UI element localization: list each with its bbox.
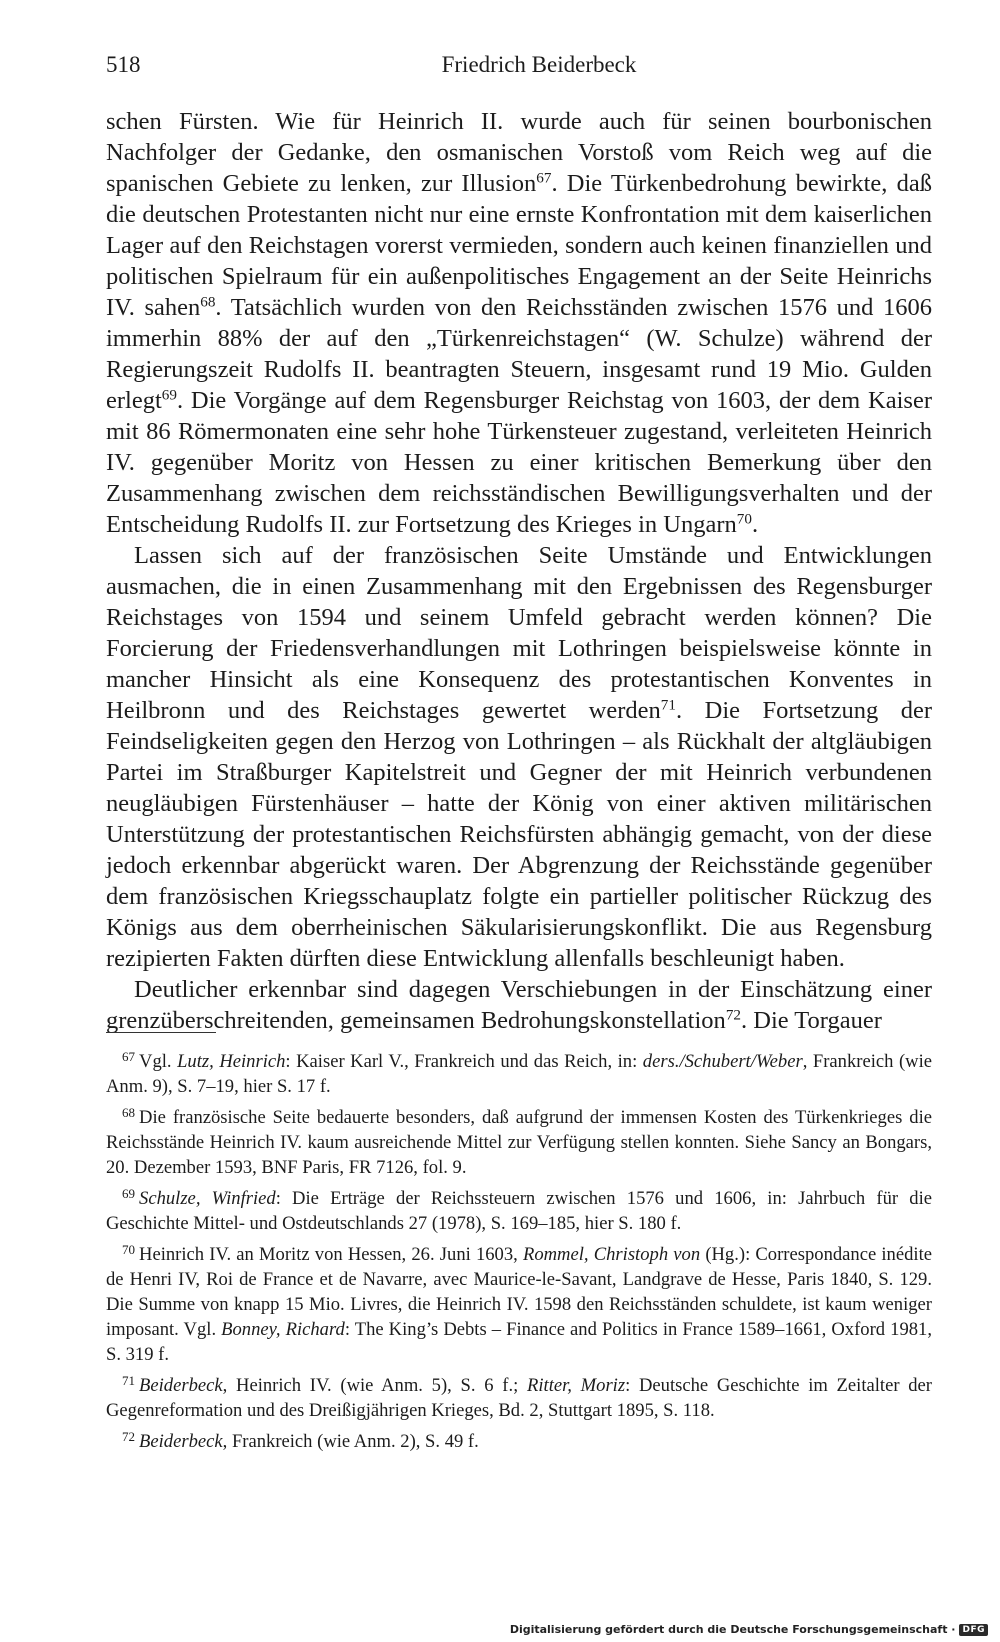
footnote-ref-68: 68 <box>200 293 216 311</box>
footnote-number: 67 <box>122 1049 136 1065</box>
footnote <box>106 1373 932 1423</box>
footnote-citation-author: Beiderbeck <box>139 1431 223 1452</box>
footnote-text: , Frankreich (wie Anm. 2), S. 49 f. <box>222 1431 479 1452</box>
footnote-ref-72: 72 <box>725 1006 741 1024</box>
digitization-note <box>510 1623 988 1636</box>
page-number: 518 <box>106 52 141 77</box>
footnote-number: 69 <box>122 1186 136 1202</box>
footnote-number: 72 <box>122 1429 136 1445</box>
footnote-ref-70: 70 <box>736 510 752 528</box>
footnote <box>106 1186 932 1236</box>
footnote-text: Die französische Seite bedauerte besonders, daß aufgrund der immensen Kosten des Türkenkrieges die Reichsstände Heinrich IV. kaum ausreichende Mittel zur Verfügung stellen konnten. Siehe Sancy an Bongars, 20. Dezember 1593, BNF Paris, FR 7126, fol. 9. <box>106 1107 932 1178</box>
footnote-text: Heinrich IV. an Moritz von Hessen, 26. Juni 1603, <box>139 1244 523 1265</box>
body-text <box>106 106 932 1036</box>
footnote-text: (Hg.): Correspondance inédite de Henri IV, Roi de France et de Navarre, avec Maurice-le-Savant, Landgrave de Hesse, Paris 1840, S. 129. Die Summe von knapp 15 Mio. Livres, die Heinrich IV. 1598 den Reichsständen schuldete, ist kaum weniger imposant. Vgl. <box>106 1244 932 1340</box>
paragraph-3: Deutlicher erkennbar sind dagegen Verschiebungen in der Einschätzung einer grenzüberschreitenden, gemeinsamen Bedrohungskonstellation$^{72}$. Die Torgauer <box>106 976 932 1034</box>
paragraph-2: Lassen sich auf der französischen Seite Umstände und Entwicklungen ausmachen, die in einen Zusammenhang mit den Ergebnissen des Regensburger Reichstages von 1594 und seinem Umfeld gebracht werden können? Die Forcierung der Friedensverhandlungen mit Lothringen beispielsweise könnte in mancher Hinsicht als eine Konsequenz des protestantischen Konventes in Heilbronn und des Reichstages gewertet werden$^{71}$. Die Fortsetzung der Feindseligkeiten gegen den Herzog von Lothringen – als Rückhalt der altgläubigen Partei im Straßburger Kapitelstreit und Gegner der mit Heinrich verbundenen neugläubigen Fürstenhäuser – hatte der König von einer aktiven militärischen Unterstützung der protestantischen Reichsfürsten abhängig gemacht, von der diese jedoch erkennbar abgerückt waren. Der Abgrenzung der Reichsstände gegenüber dem französischen Kriegsschauplatz folgte ein partieller politischer Rückzug des Königs aus dem oberrheinischen Säkularisierungskonflikt. Die aus Regensburg rezipierten Fakten dürften diese Entwicklung allenfalls beschleunigt haben. <box>106 542 932 972</box>
footnote-text: : Die Erträge der Reichssteuern zwischen 1576 und 1606, in: Jahrbuch für die Geschichte Mittel- und Ostdeutschlands 27 (1978), S. 169–185, hier S. 180 f. <box>106 1188 932 1234</box>
footnote <box>106 1429 932 1454</box>
footnote <box>106 1049 932 1099</box>
footnote <box>106 1242 932 1367</box>
dfg-logo: DFG <box>959 1624 988 1636</box>
footnote-citation-author: Beiderbeck <box>139 1375 223 1396</box>
footnote <box>106 1105 932 1180</box>
footnote-ref-67: 67 <box>536 169 552 187</box>
footnote-citation-author: Lutz, Heinrich <box>177 1051 286 1072</box>
footnote-text: : The King’s Debts – Finance and Politics in France 1589–1661, Oxford 1981, S. 319 f. <box>106 1319 932 1365</box>
footnote-text: : Deutsche Geschichte im Zeitalter der Gegenreformation und des Dreißigjährigen Krieges, Bd. 2, Stuttgart 1895, S. 118. <box>106 1375 932 1421</box>
footnote-ref-71: 71 <box>660 696 676 714</box>
footnote-number: 71 <box>122 1373 136 1389</box>
footnote-text: Vgl. <box>139 1051 178 1072</box>
footnote-ref-69: 69 <box>161 386 177 404</box>
footnote-number: 70 <box>122 1242 136 1258</box>
footnote-text: : Kaiser Karl V., Frankreich und das Reich, in: <box>285 1051 643 1072</box>
digitization-text: Digitalisierung gefördert durch die Deutsche Forschungsgemeinschaft · <box>509 1623 956 1636</box>
footnotes <box>106 1049 932 1460</box>
footnote-citation-author: Bonney, Richard <box>221 1319 345 1340</box>
footnote-citation-author: Rommel, Christoph von <box>522 1244 701 1265</box>
footnote-citation-author: Ritter, Moriz <box>527 1375 626 1396</box>
footnote-divider <box>106 1032 216 1033</box>
footnote-text: , Heinrich IV. (wie Anm. 5), S. 6 f.; <box>222 1375 527 1396</box>
footnote-number: 68 <box>122 1105 136 1121</box>
page-header <box>106 52 932 82</box>
running-head: Friedrich Beiderbeck <box>441 52 637 77</box>
footnote-citation-author: Schulze, Winfried <box>139 1188 276 1209</box>
footnote-text: , Frankreich (wie Anm. 9), S. 7–19, hier S. 17 f. <box>106 1051 933 1097</box>
footnote-citation-author: ders./Schubert/Weber <box>642 1051 803 1072</box>
paragraph-1: schen Fürsten. Wie für Heinrich II. wurde auch für seinen bourbonischen Nachfolger der Gedanke, den osmanischen Vorstoß vom Reich weg auf die spanischen Gebiete zu lenken, zur Illusion$^{67}$. Die Türkenbedrohung bewirkte, daß die deutschen Protestanten nicht nur eine ernste Konfrontation mit dem kaiserlichen Lager auf den Reichstagen vorerst vermieden, sondern auch keinen finanziellen und politischen Spielraum für ein außenpolitisches Engagement an der Seite Heinrichs IV. sahen$^{68}$. Tatsächlich wurden von den Reichsständen zwischen 1576 und 1606 immerhin 88% der auf den „Türkenreichstagen“ (W. Schulze) während der Regierungszeit Rudolfs II. beantragten Steuern, insgesamt rund 19 Mio. Gulden erlegt$^{69}$. Die Vorgänge auf dem Regensburger Reichstag von 1603, der dem Kaiser mit 86 Römermonaten eine sehr hohe Türkensteuer zugestand, verleiteten Heinrich IV. gegenüber Moritz von Hessen zu einer kritischen Bemerkung über den Zusammenhang zwischen dem reichsständischen Bewilligungsverhalten und der Entscheidung Rudolfs II. zur Fortsetzung des Krieges in Ungarn$^{70}$. <box>106 108 932 538</box>
